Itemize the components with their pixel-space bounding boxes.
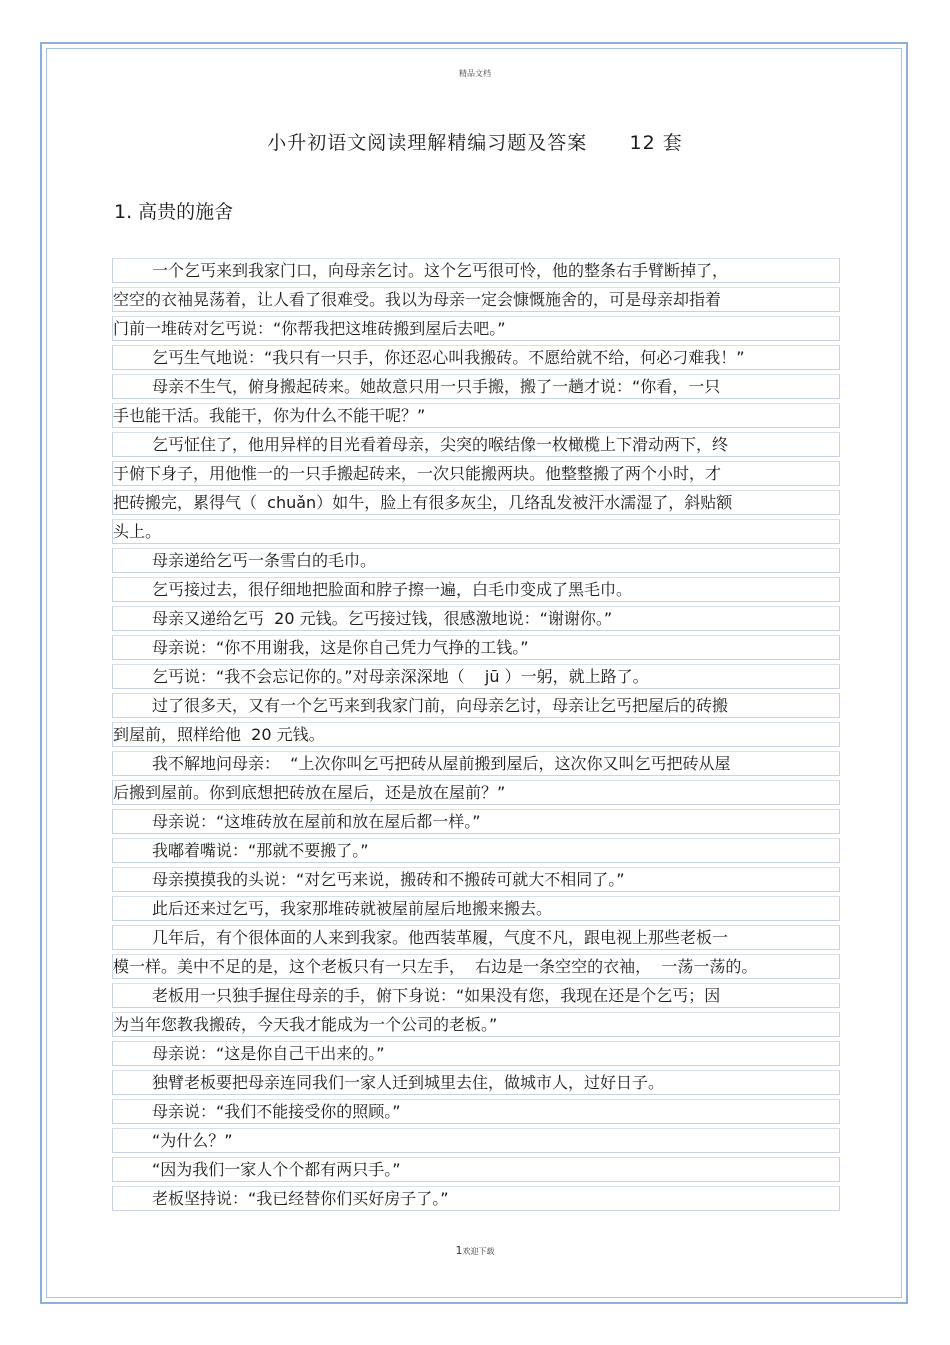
text-line: 到屋前，照样给他 20 元钱。: [112, 722, 840, 747]
text-line: 头上。: [112, 519, 840, 544]
text-line: 模一样。美中不足的是，这个老板只有一只左手， 右边是一条空空的衣袖， 一荡一荡的。: [112, 954, 840, 979]
text-line: 后搬到屋前。你到底想把砖放在屋后，还是放在屋前？”: [112, 780, 840, 805]
text-line: 我嘟着嘴说：“那就不要搬了。”: [112, 838, 840, 863]
text-line: 母亲摸摸我的头说：“对乞丐来说，搬砖和不搬砖可就大不相同了。”: [112, 867, 840, 892]
text-line: 母亲说：“这是你自己干出来的。”: [112, 1041, 840, 1066]
text-line: “为什么？”: [112, 1128, 840, 1153]
text-line: 过了很多天，又有一个乞丐来到我家门前，向母亲乞讨，母亲让乞丐把屋后的砖搬: [112, 693, 840, 718]
section-heading: 1. 高贵的施舍: [114, 201, 234, 223]
text-line: 乞丐接过去，很仔细地把脸面和脖子擦一遍，白毛巾变成了黑毛巾。: [112, 577, 840, 602]
text-line: 几年后，有个很体面的人来到我家。他西装革履，气度不凡，跟电视上那些老板一: [112, 925, 840, 950]
text-line: 把砖搬完，累得气（ chuǎn）如牛，脸上有很多灰尘，几络乱发被汗水濡湿了，斜贴额: [112, 490, 840, 515]
text-line: 母亲说：“我们不能接受你的照顾。”: [112, 1099, 840, 1124]
text-line: 独臂老板要把母亲连同我们一家人迁到城里去住，做城市人，过好日子。: [112, 1070, 840, 1095]
text-line: 我不解地问母亲： “上次你叫乞丐把砖从屋前搬到屋后，这次你又叫乞丐把砖从屋: [112, 751, 840, 776]
text-line: 乞丐生气地说：“我只有一只手，你还忍心叫我搬砖。不愿给就不给，何必刁难我！”: [112, 345, 840, 370]
passage-text: [112, 258, 840, 1215]
text-line: 乞丐怔住了，他用异样的目光看着母亲，尖突的喉结像一枚橄榄上下滑动两下，终: [112, 432, 840, 457]
document-title: 小升初语文阅读理解精编习题及答案 12 套: [267, 132, 683, 154]
text-line: 为当年您教我搬砖，今天我才能成为一个公司的老板。”: [112, 1012, 840, 1037]
page-number: 1: [455, 1244, 463, 1257]
footer-text: 欢迎下载: [462, 1247, 495, 1256]
text-line: 门前一堆砖对乞丐说：“你帮我把这堆砖搬到屋后去吧。”: [112, 316, 840, 341]
text-line: 母亲说：“你不用谢我，这是你自己凭力气挣的工钱。”: [112, 635, 840, 660]
page-footer: [0, 1244, 950, 1257]
text-line: 母亲递给乞丐一条雪白的毛巾。: [112, 548, 840, 573]
text-line: 于俯下身子，用他惟一的一只手搬起砖来，一次只能搬两块。他整整搬了两个小时，才: [112, 461, 840, 486]
text-line: 母亲又递给乞丐 20 元钱。乞丐接过钱，很感激地说：“谢谢你。”: [112, 606, 840, 631]
text-line: 母亲说：“这堆砖放在屋前和放在屋后都一样。”: [112, 809, 840, 834]
text-line: 老板用一只独手握住母亲的手，俯下身说：“如果没有您，我现在还是个乞丐；因: [112, 983, 840, 1008]
text-line: 一个乞丐来到我家门口，向母亲乞讨。这个乞丐很可怜，他的整条右手臂断掉了，: [112, 258, 840, 283]
text-line: “因为我们一家人个个都有两只手。”: [112, 1157, 840, 1182]
text-line: 手也能干活。我能干，你为什么不能干呢？”: [112, 403, 840, 428]
text-line: 此后还来过乞丐，我家那堆砖就被屋前屋后地搬来搬去。: [112, 896, 840, 921]
header-note: 精品文档: [459, 69, 491, 78]
text-line: 老板坚持说：“我已经替你们买好房子了。”: [112, 1186, 840, 1211]
text-line: 母亲不生气，俯身搬起砖来。她故意只用一只手搬，搬了一趟才说：“你看，一只: [112, 374, 840, 399]
text-line: 空空的衣袖晃荡着，让人看了很难受。我以为母亲一定会慷慨施舍的，可是母亲却指着: [112, 287, 840, 312]
text-line: 乞丐说：“我不会忘记你的。”对母亲深深地（ jū ）一躬，就上路了。: [112, 664, 840, 689]
